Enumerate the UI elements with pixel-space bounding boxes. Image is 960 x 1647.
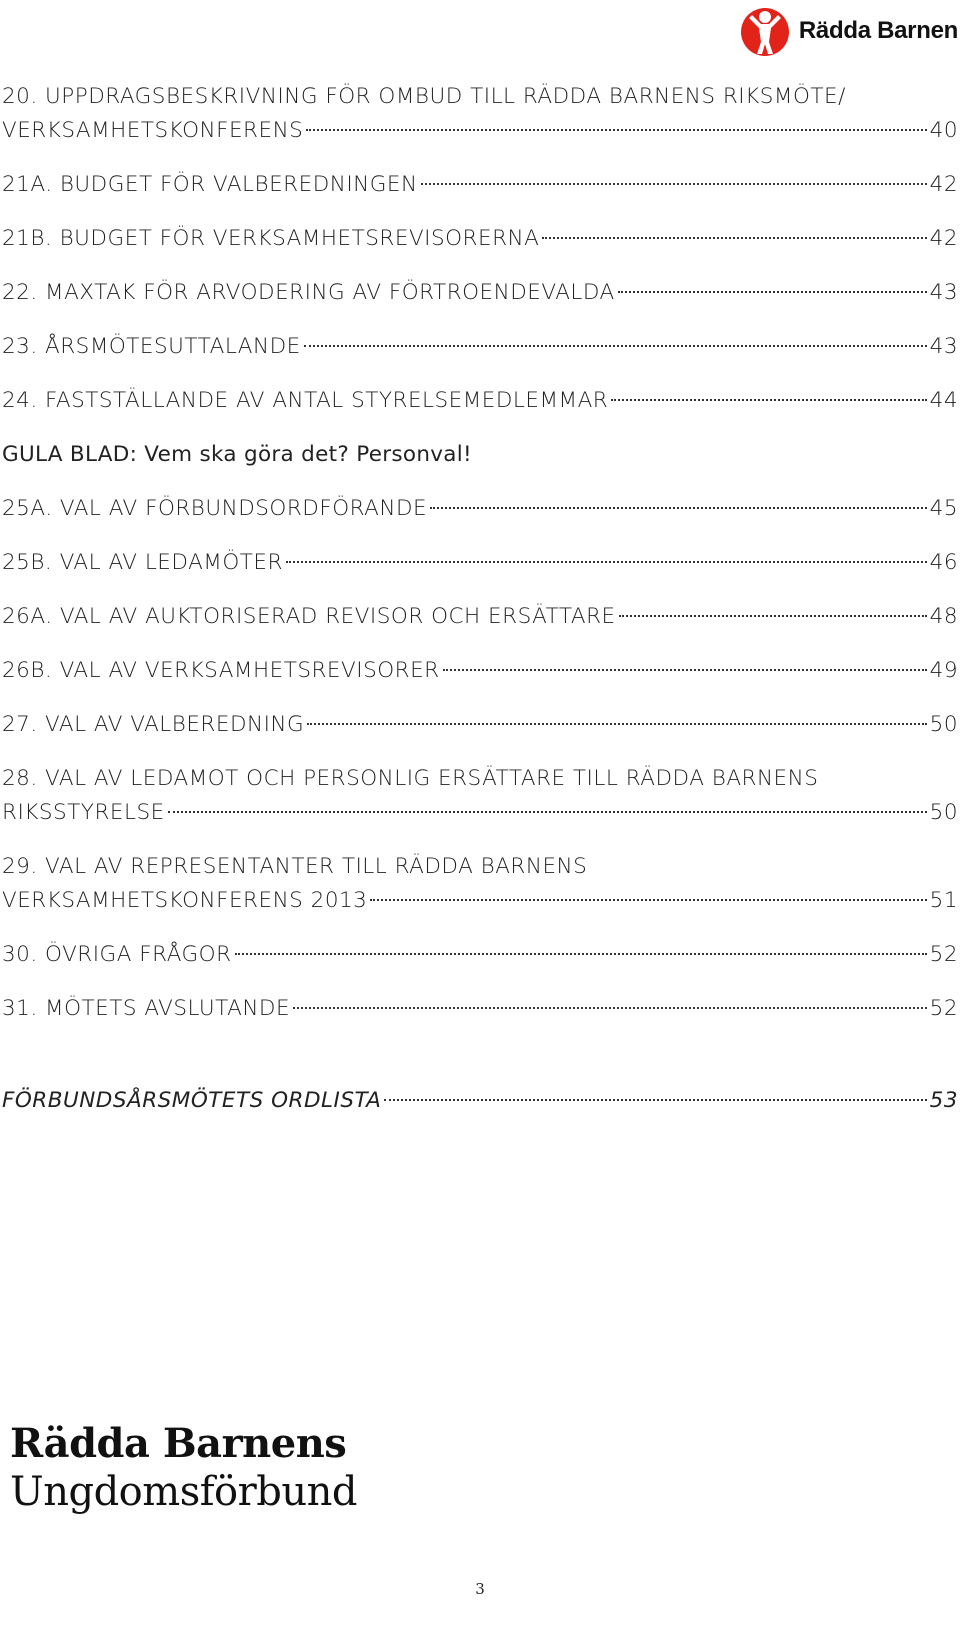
toc-entry-22[interactable] [2, 276, 958, 310]
toc-entry-title-line1: 29. VAL AV REPRESENTANTER TILL RÄDDA BARNENS [2, 854, 588, 879]
dot-leader [286, 561, 927, 563]
dot-leader [370, 899, 926, 901]
toc-entry-glossary[interactable] [2, 1084, 958, 1118]
footer-logo-line2: Ungdomsförbund [10, 1469, 357, 1515]
toc-entry-title: FÖRBUNDSÅRSMÖTETS ORDLISTA [2, 1088, 382, 1113]
toc-entry-title: 25B. VAL AV LEDAMÖTER [2, 550, 283, 575]
toc-entry-page: 43 [929, 280, 958, 305]
footer-logo-line1: Rädda Barnens [10, 1420, 347, 1467]
toc-entry-page: 40 [929, 118, 958, 143]
toc-entry-title-line1: 20. UPPDRAGSBESKRIVNING FÖR OMBUD TILL RÄDDA BARNENS RIKSMÖTE/ [2, 84, 846, 109]
dot-leader [443, 669, 927, 671]
toc-entry-27[interactable] [2, 708, 958, 742]
toc-entry-25a[interactable] [2, 492, 958, 526]
toc-entry-title: 22. MAXTAK FÖR ARVODERING AV FÖRTROENDEVALDA [2, 280, 615, 305]
header-logo-text: Rädda Barnen [798, 17, 958, 44]
toc-entry-title: 26B. VAL AV VERKSAMHETSREVISORER [2, 658, 440, 683]
toc-entry-title-line1: 28. VAL AV LEDAMOT OCH PERSONLIG ERSÄTTARE TILL RÄDDA BARNENS [2, 766, 819, 791]
dot-leader [235, 953, 927, 955]
dot-leader [618, 291, 927, 293]
toc-entry-page: 50 [929, 800, 958, 825]
toc-entry-21a[interactable] [2, 168, 958, 202]
toc-entry-page: 49 [929, 658, 958, 683]
toc-entry-26a[interactable] [2, 600, 958, 634]
dot-leader [168, 811, 927, 813]
toc-entry-31[interactable] [2, 992, 958, 1026]
toc-entry-21b[interactable] [2, 222, 958, 256]
toc-entry-title: VERKSAMHETSKONFERENS [2, 118, 304, 143]
dot-leader [293, 1007, 927, 1009]
toc-entry-page: 42 [929, 226, 958, 251]
child-figure-icon [739, 4, 791, 58]
toc-entry-page: 52 [929, 942, 958, 967]
toc-entry-20[interactable] [2, 80, 958, 148]
toc-entry-24[interactable] [2, 384, 958, 418]
page-number: 3 [475, 1580, 485, 1598]
toc-entry-page: 42 [929, 172, 958, 197]
toc-entry-title: RIKSSTYRELSE [2, 800, 165, 825]
dot-leader [611, 399, 926, 401]
toc-entry-page: 51 [929, 888, 958, 913]
toc-entry-title: 24. FASTSTÄLLANDE AV ANTAL STYRELSEMEDLEMMAR [2, 388, 609, 413]
toc-entry-title: 26A. VAL AV AUKTORISERAD REVISOR OCH ERSÄTTARE [2, 604, 616, 629]
toc-entry-page: 44 [929, 388, 958, 413]
toc-entry-title: 25A. VAL AV FÖRBUNDSORDFÖRANDE [2, 496, 428, 521]
toc-entry-25b[interactable] [2, 546, 958, 580]
toc-entry-page: 48 [929, 604, 958, 629]
toc-entry-page: 50 [929, 712, 958, 737]
table-of-contents [2, 80, 958, 1138]
toc-entry-page: 45 [929, 496, 958, 521]
dot-leader [421, 183, 927, 185]
toc-entry-title: 30. ÖVRIGA FRÅGOR [2, 942, 232, 967]
dot-leader [542, 237, 926, 239]
toc-entry-page: 43 [929, 334, 958, 359]
dot-leader [430, 507, 927, 509]
dot-leader [304, 345, 927, 347]
toc-entry-title: 23. ÅRSMÖTESUTTALANDE [2, 334, 301, 359]
toc-entry-23[interactable] [2, 330, 958, 364]
toc-entry-title: 21B. BUDGET FÖR VERKSAMHETSREVISORERNA [2, 226, 540, 251]
header-logo [739, 2, 958, 60]
footer-logo [10, 1420, 357, 1516]
toc-entry-page: 52 [929, 996, 958, 1021]
dot-leader [306, 129, 926, 131]
toc-entry-page: 53 [929, 1088, 958, 1113]
toc-entry-title: 27. VAL AV VALBEREDNING [2, 712, 305, 737]
toc-entry-29[interactable] [2, 850, 958, 918]
toc-entry-30[interactable] [2, 938, 958, 972]
toc-entry-title: 21A. BUDGET FÖR VALBEREDNINGEN [2, 172, 418, 197]
dot-leader [384, 1099, 926, 1101]
dot-leader [307, 723, 926, 725]
toc-entry-28[interactable] [2, 762, 958, 830]
toc-entry-page: 46 [929, 550, 958, 575]
toc-entry-26b[interactable] [2, 654, 958, 688]
dot-leader [619, 615, 927, 617]
toc-entry-title: 31. MÖTETS AVSLUTANDE [2, 996, 291, 1021]
toc-entry-title: VERKSAMHETSKONFERENS 2013 [2, 888, 368, 913]
section-heading: GULA BLAD: Vem ska göra det? Personval! [2, 442, 472, 467]
